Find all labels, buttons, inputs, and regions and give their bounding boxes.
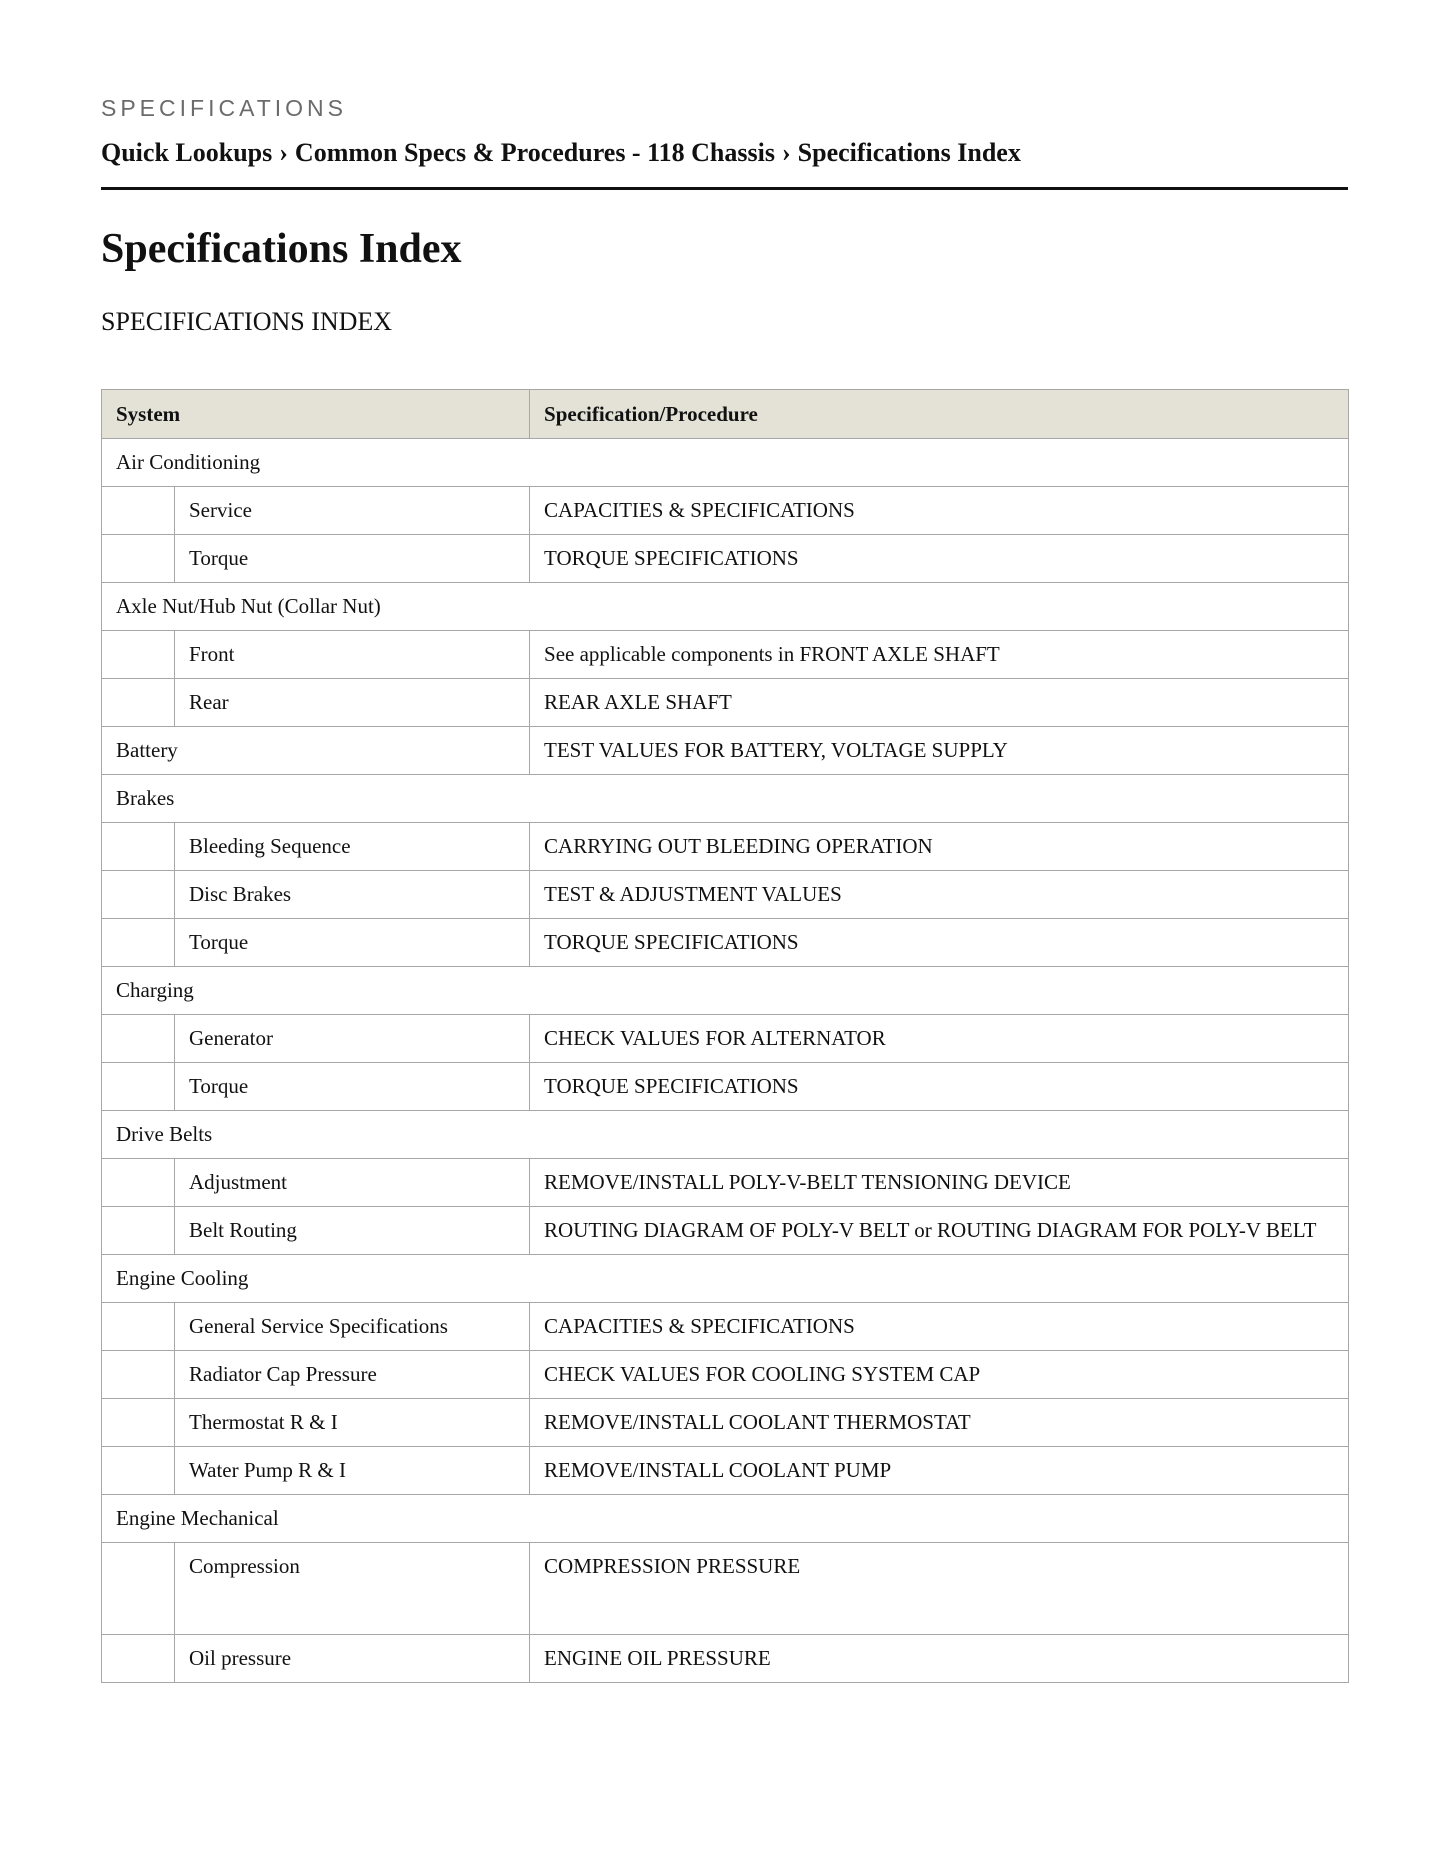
specification-link[interactable]: TORQUE SPECIFICATIONS	[530, 919, 1349, 967]
column-header-system: System	[102, 390, 530, 439]
table-row	[102, 967, 1349, 1015]
table-row	[102, 439, 1349, 487]
indent-cell	[102, 823, 175, 871]
breadcrumb-separator: ›	[781, 138, 791, 167]
table-row	[102, 871, 1349, 919]
indent-cell	[102, 1635, 175, 1683]
subsystem-cell: General Service Specifications	[175, 1303, 530, 1351]
breadcrumb-item-quick-lookups[interactable]: Quick Lookups	[101, 138, 273, 167]
table-row	[102, 535, 1349, 583]
subsystem-cell: Compression	[175, 1543, 530, 1635]
specification-link[interactable]: CARRYING OUT BLEEDING OPERATION	[530, 823, 1349, 871]
specification-link[interactable]: TEST VALUES FOR BATTERY, VOLTAGE SUPPLY	[530, 727, 1349, 775]
table-row	[102, 583, 1349, 631]
indent-cell	[102, 871, 175, 919]
subsystem-cell: Oil pressure	[175, 1635, 530, 1683]
breadcrumb	[101, 138, 1021, 168]
system-group-cell: Brakes	[102, 775, 1349, 823]
subsystem-cell: Torque	[175, 1063, 530, 1111]
subsystem-cell: Rear	[175, 679, 530, 727]
table-row	[102, 1063, 1349, 1111]
specification-link[interactable]: CHECK VALUES FOR ALTERNATOR	[530, 1015, 1349, 1063]
table-body	[102, 439, 1349, 1683]
table-header-row	[102, 390, 1349, 439]
table-row	[102, 1543, 1349, 1635]
indent-cell	[102, 631, 175, 679]
specification-link[interactable]: TEST & ADJUSTMENT VALUES	[530, 871, 1349, 919]
column-header-specification: Specification/Procedure	[530, 390, 1349, 439]
specification-link[interactable]: CHECK VALUES FOR COOLING SYSTEM CAP	[530, 1351, 1349, 1399]
subsystem-cell: Thermostat R & I	[175, 1399, 530, 1447]
table-row	[102, 487, 1349, 535]
specification-link[interactable]: REAR AXLE SHAFT	[530, 679, 1349, 727]
header-divider	[101, 187, 1348, 190]
section-eyebrow: SPECIFICATIONS	[101, 95, 347, 121]
indent-cell	[102, 1207, 175, 1255]
specification-link[interactable]: ROUTING DIAGRAM OF POLY-V BELT or ROUTING DIAGRAM FOR POLY-V BELT	[530, 1207, 1349, 1255]
subsystem-cell: Generator	[175, 1015, 530, 1063]
indent-cell	[102, 1351, 175, 1399]
table-row	[102, 1635, 1349, 1683]
breadcrumb-item-common-specs[interactable]: Common Specs & Procedures - 118 Chassis	[294, 138, 775, 167]
indent-cell	[102, 1543, 175, 1635]
system-group-cell: Drive Belts	[102, 1111, 1349, 1159]
specification-link[interactable]: COMPRESSION PRESSURE	[530, 1543, 1349, 1635]
indent-cell	[102, 1303, 175, 1351]
indent-cell	[102, 1447, 175, 1495]
system-group-cell: Axle Nut/Hub Nut (Collar Nut)	[102, 583, 1349, 631]
specification-link[interactable]: REMOVE/INSTALL COOLANT PUMP	[530, 1447, 1349, 1495]
subsystem-cell: Disc Brakes	[175, 871, 530, 919]
subsystem-cell: Torque	[175, 919, 530, 967]
system-group-cell: Engine Mechanical	[102, 1495, 1349, 1543]
indent-cell	[102, 1015, 175, 1063]
system-group-cell: Engine Cooling	[102, 1255, 1349, 1303]
table-row	[102, 1015, 1349, 1063]
table-row	[102, 631, 1349, 679]
table-row	[102, 1111, 1349, 1159]
table-row	[102, 919, 1349, 967]
subsystem-cell: Water Pump R & I	[175, 1447, 530, 1495]
table-row	[102, 1255, 1349, 1303]
system-cell: Battery	[102, 727, 530, 775]
table-row	[102, 823, 1349, 871]
table-row	[102, 1303, 1349, 1351]
table-row	[102, 727, 1349, 775]
specification-link[interactable]: ENGINE OIL PRESSURE	[530, 1635, 1349, 1683]
subsystem-cell: Bleeding Sequence	[175, 823, 530, 871]
specification-link[interactable]: REMOVE/INSTALL POLY-V-BELT TENSIONING DEVICE	[530, 1159, 1349, 1207]
table-row	[102, 1159, 1349, 1207]
subsystem-cell: Radiator Cap Pressure	[175, 1351, 530, 1399]
indent-cell	[102, 1159, 175, 1207]
indent-cell	[102, 1399, 175, 1447]
indent-cell	[102, 487, 175, 535]
indent-cell	[102, 919, 175, 967]
table-row	[102, 775, 1349, 823]
page-title: Specifications Index	[101, 226, 462, 272]
subsystem-cell: Torque	[175, 535, 530, 583]
system-group-cell: Air Conditioning	[102, 439, 1349, 487]
indent-cell	[102, 679, 175, 727]
subsystem-cell: Front	[175, 631, 530, 679]
subsystem-cell: Adjustment	[175, 1159, 530, 1207]
specification-link[interactable]: REMOVE/INSTALL COOLANT THERMOSTAT	[530, 1399, 1349, 1447]
indent-cell	[102, 1063, 175, 1111]
specification-link[interactable]: TORQUE SPECIFICATIONS	[530, 535, 1349, 583]
subsystem-cell: Belt Routing	[175, 1207, 530, 1255]
specification-link[interactable]: CAPACITIES & SPECIFICATIONS	[530, 1303, 1349, 1351]
specification-link[interactable]: See applicable components in FRONT AXLE SHAFT	[530, 631, 1349, 679]
breadcrumb-separator: ›	[279, 138, 288, 167]
breadcrumb-item-current: Specifications Index	[797, 138, 1021, 167]
system-group-cell: Charging	[102, 967, 1349, 1015]
table-row	[102, 1351, 1349, 1399]
specification-link[interactable]: TORQUE SPECIFICATIONS	[530, 1063, 1349, 1111]
section-subheading: SPECIFICATIONS INDEX	[101, 307, 393, 336]
specification-link[interactable]: CAPACITIES & SPECIFICATIONS	[530, 487, 1349, 535]
indent-cell	[102, 535, 175, 583]
table-row	[102, 1447, 1349, 1495]
specifications-table	[101, 389, 1349, 1683]
table-row	[102, 679, 1349, 727]
subsystem-cell: Service	[175, 487, 530, 535]
table-row	[102, 1399, 1349, 1447]
table-row	[102, 1207, 1349, 1255]
table-row	[102, 1495, 1349, 1543]
